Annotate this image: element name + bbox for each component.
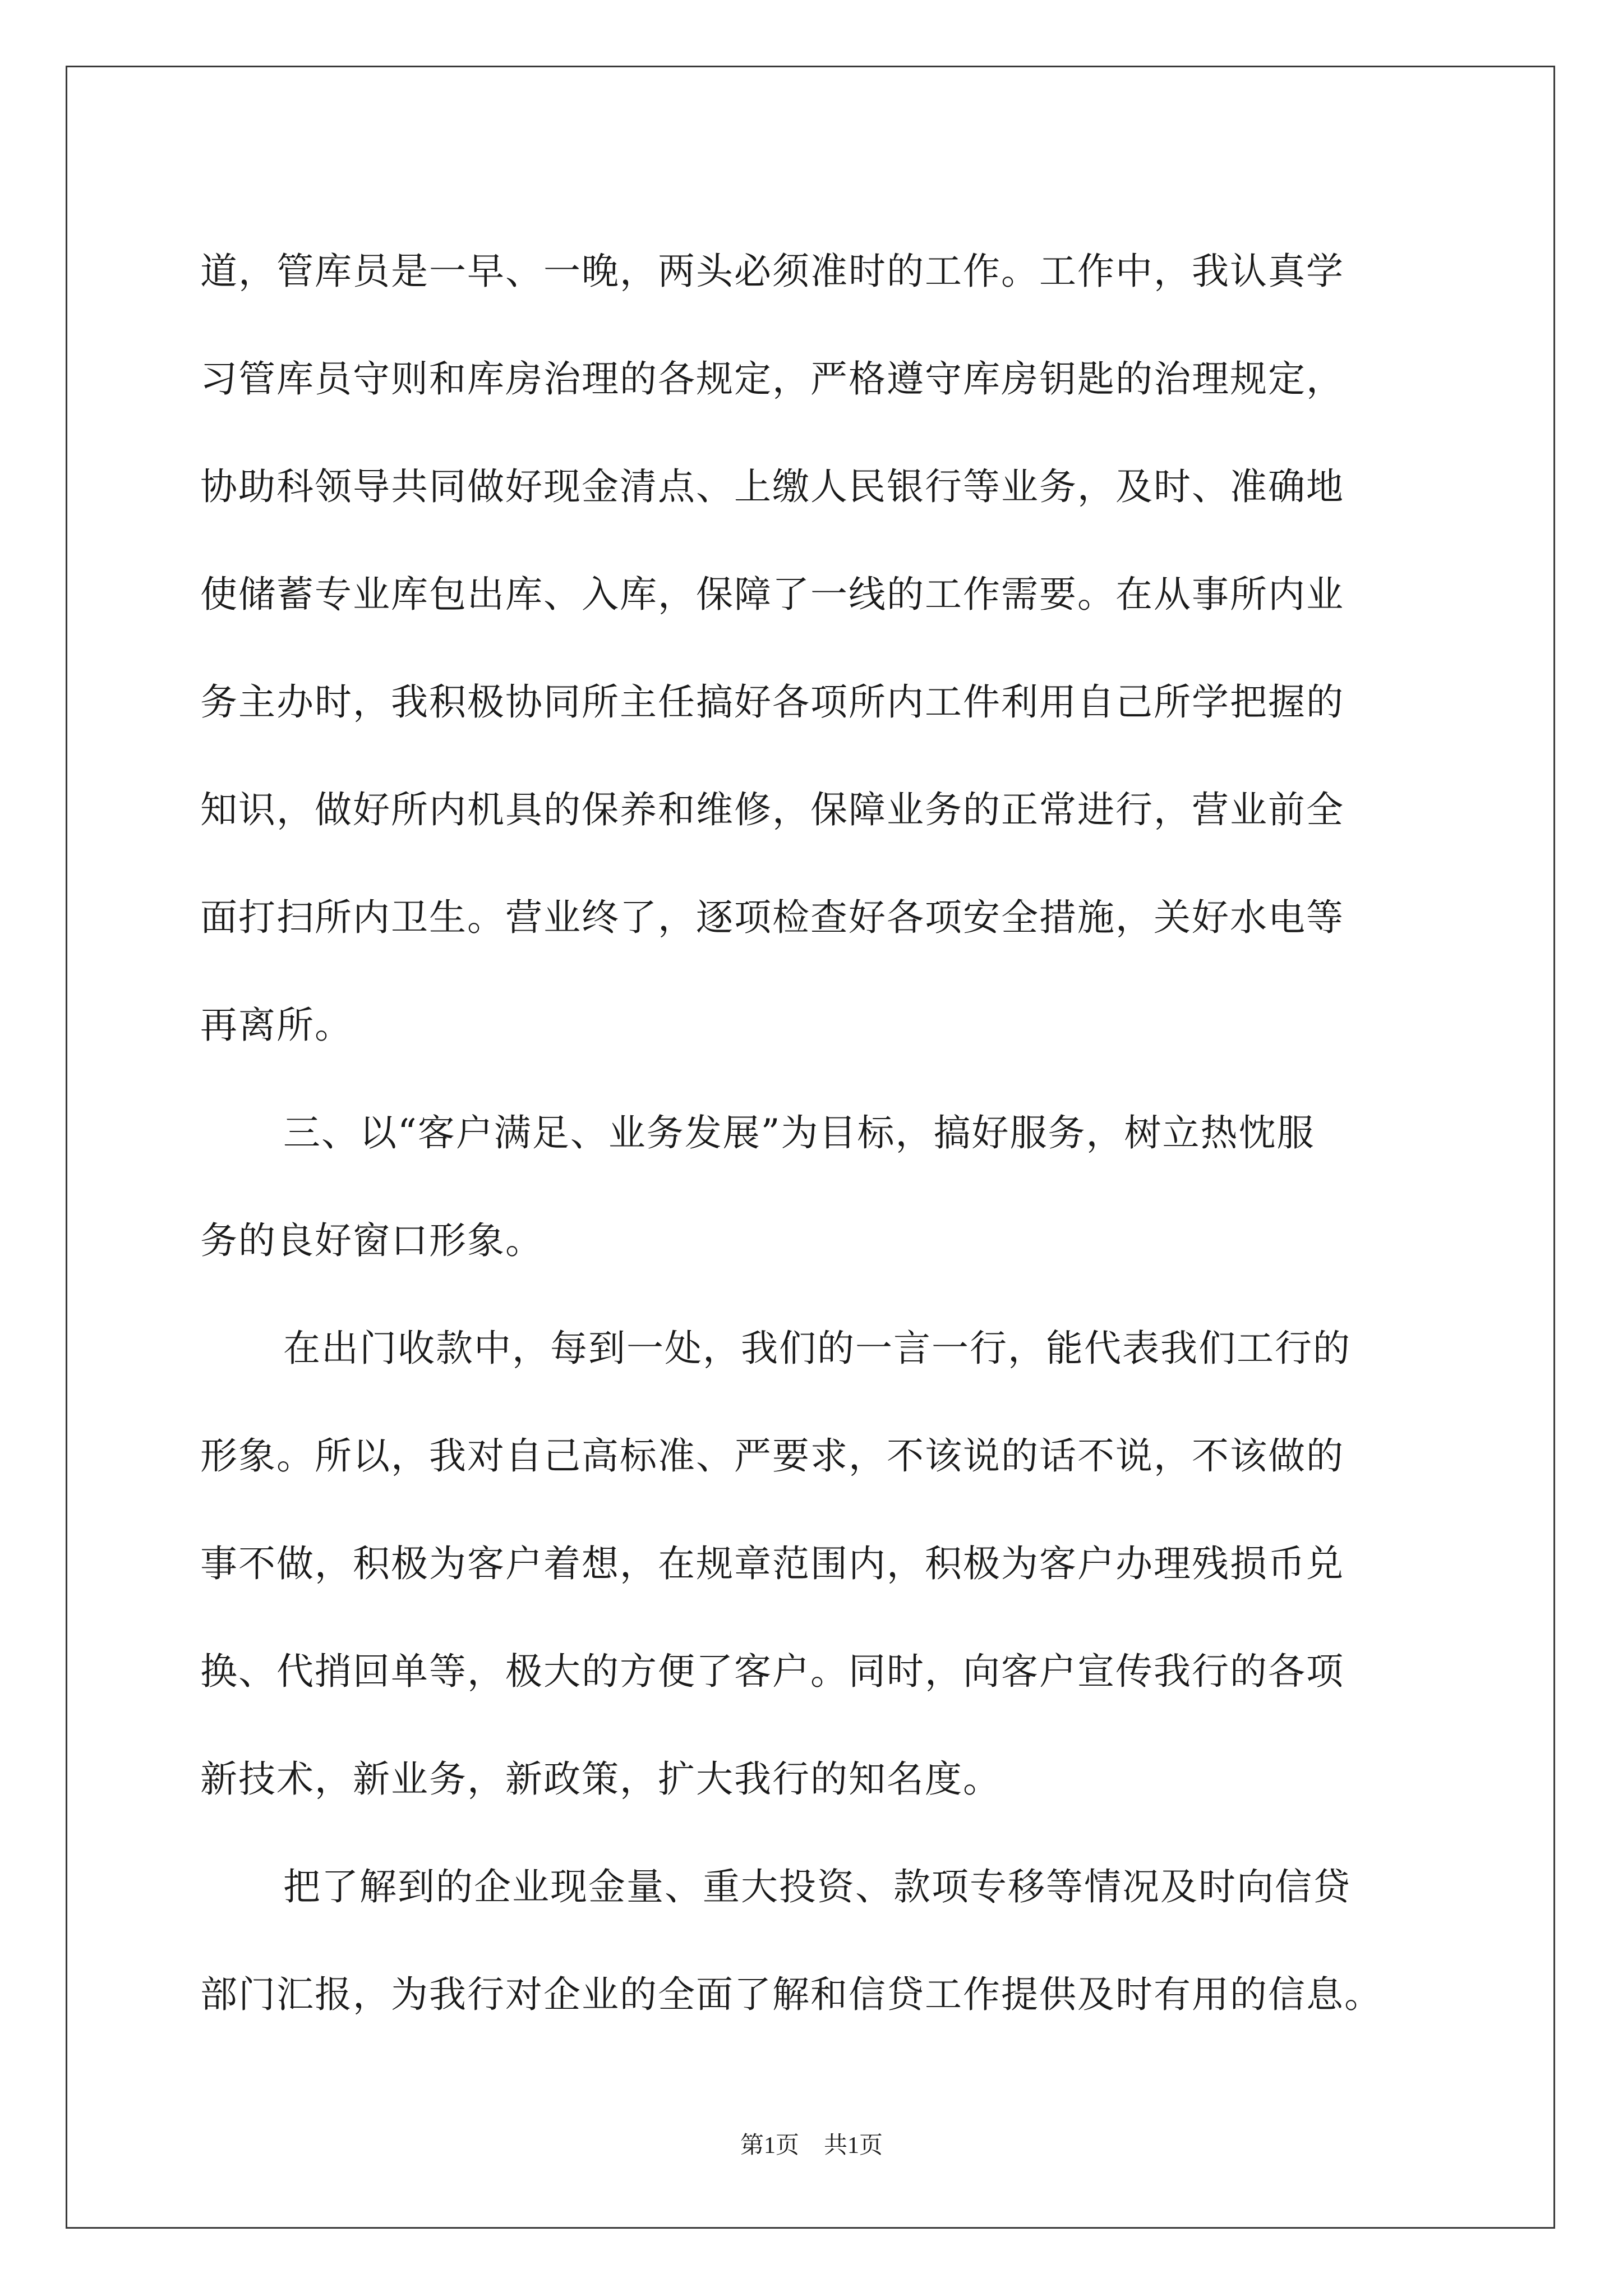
text-line: 协助科领导共同做好现金清点、上缴人民银行等业务，及时、准确地	[200, 465, 1344, 508]
page-footer	[0, 2129, 1623, 2162]
text-line: 形象。所以，我对自己高标准、严要求，不该说的话不说，不该做的	[200, 1434, 1344, 1478]
page-number: 第1页	[740, 2133, 799, 2159]
text-line: 知识，做好所内机具的保养和维修，保障业务的正常进行，营业前全	[200, 788, 1344, 831]
text-line: 面打扫所内卫生。营业终了，逐项检查好各项安全措施，关好水电等	[200, 896, 1344, 939]
text-line: 道，管库员是一早、一晚，两头必须准时的工作。工作中，我认真学	[200, 250, 1344, 293]
text-line: 新技术，新业务，新政策，扩大我行的知名度。	[200, 1757, 1001, 1801]
text-line: 部门汇报，为我行对企业的全面了解和信贷工作提供及时有用的信息。	[200, 1973, 1382, 2016]
document-body	[200, 218, 1434, 2049]
text-line: 习管库员守则和库房治理的各规定，严格遵守库房钥匙的治理规定，	[200, 357, 1344, 401]
paragraph-start-line: 把了解到的企业现金量、重大投资、款项专移等情况及时向信贷	[283, 1865, 1351, 1908]
text-line: 务主办时，我积极协同所主任搞好各项所内工件利用自己所学把握的	[200, 680, 1344, 724]
text-line: 使储蓄专业库包出库、入库，保障了一线的工作需要。在从事所内业	[200, 573, 1344, 616]
text-line: 再离所。	[200, 1004, 353, 1047]
text-line: 事不做，积极为客户着想，在规章范围内，积极为客户办理残损币兑	[200, 1542, 1344, 1585]
section-heading-line: 三、以“客户满足、业务发展”为目标，搞好服务，树立热忱服	[283, 1111, 1315, 1154]
section-heading-line: 务的良好窗口形象。	[200, 1219, 543, 1262]
text-line: 换、代捎回单等，极大的方便了客户。同时，向客户宣传我行的各项	[200, 1650, 1344, 1693]
page-total: 共1页	[824, 2133, 883, 2159]
paragraph-start-line: 在出门收款中，每到一处，我们的一言一行，能代表我们工行的	[283, 1327, 1351, 1370]
